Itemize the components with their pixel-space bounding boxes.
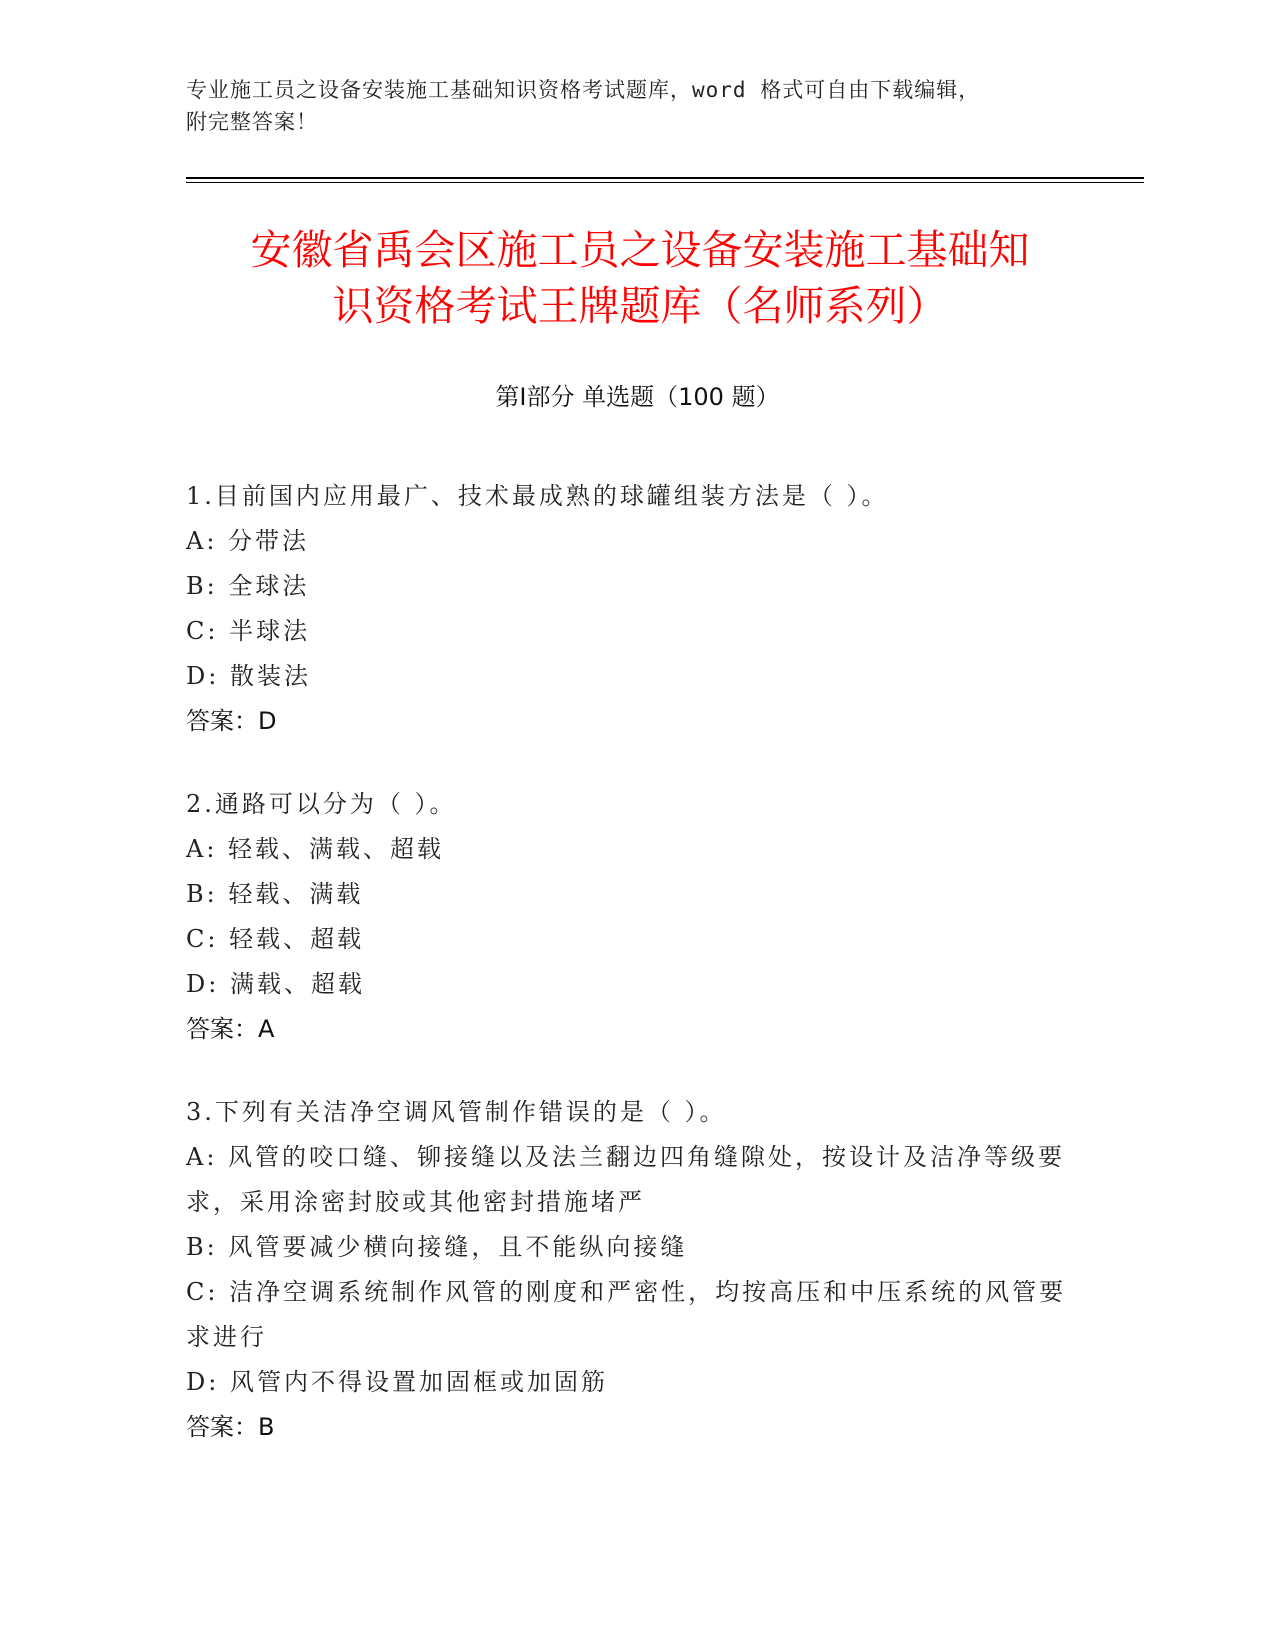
- question-stem: 2.通路可以分为（ ）。: [186, 790, 457, 818]
- option-d: D: 满载、超载: [186, 970, 365, 998]
- document-title: [160, 222, 1120, 334]
- option-b: B: 轻载、满载: [186, 880, 364, 908]
- option-b: B: 风管要减少横向接缝，且不能纵向接缝: [186, 1233, 688, 1261]
- answer: 答案：B: [186, 1413, 275, 1441]
- header-divider-thin: [186, 182, 1144, 183]
- header-divider-thick: [186, 177, 1144, 179]
- question-list: [186, 474, 1086, 1488]
- question-stem: 3.下列有关洁净空调风管制作错误的是（ ）。: [186, 1098, 727, 1126]
- option-c: C: 半球法: [186, 617, 311, 645]
- answer: 答案：D: [186, 707, 277, 735]
- option-c: C: 轻载、超载: [186, 925, 365, 953]
- question-2: [186, 782, 1086, 1052]
- option-a: A: 风管的咬口缝、铆接缝以及法兰翻边四角缝隙处，按设计及洁净等级要求，采用涂密封胶或其他密封措施堵严: [186, 1143, 1066, 1216]
- section-heading: 第Ⅰ部分 单选题（100 题）: [495, 383, 780, 411]
- answer: 答案：A: [186, 1015, 275, 1043]
- option-d: D: 风管内不得设置加固框或加固筋: [186, 1368, 608, 1396]
- question-stem: 1.目前国内应用最广、技术最成熟的球罐组装方法是（ ）。: [186, 482, 889, 510]
- question-1: [186, 474, 1086, 744]
- option-b: B: 全球法: [186, 572, 310, 600]
- header-note: [186, 74, 1086, 138]
- document-title-line-1: 安徽省禹会区施工员之设备安装施工基础知: [250, 226, 1030, 274]
- option-a: A: 轻载、满载、超载: [186, 835, 445, 863]
- option-a: A: 分带法: [186, 527, 310, 555]
- option-d: D: 散装法: [186, 662, 311, 690]
- question-3: [186, 1090, 1086, 1450]
- header-note-line-1: 专业施工员之设备安装施工基础知识资格考试题库，word 格式可自由下载编辑，: [186, 78, 981, 102]
- document-title-line-2: 识资格考试王牌题库（名师系列）: [332, 282, 948, 330]
- header-note-line-2: 附完整答案！: [186, 110, 318, 134]
- option-c: C: 洁净空调系统制作风管的刚度和严密性，均按高压和中压系统的风管要求进行: [186, 1278, 1067, 1351]
